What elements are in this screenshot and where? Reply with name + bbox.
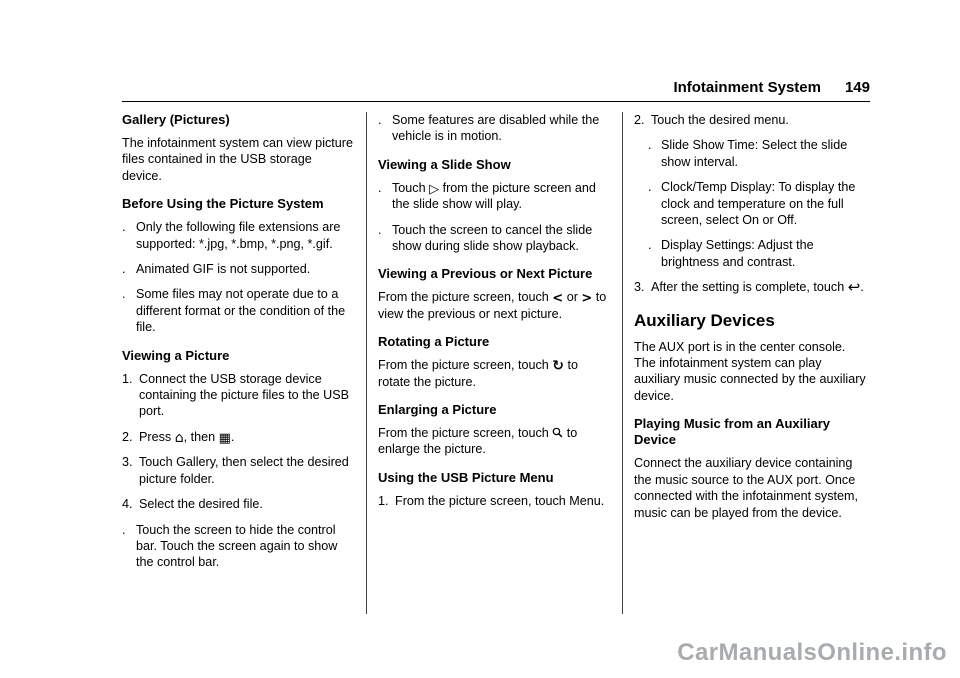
content-columns: [122, 112, 870, 614]
text-segment: From the picture screen, touch: [378, 358, 553, 373]
text-segment: Press: [139, 429, 175, 444]
column-left: [122, 112, 355, 614]
heading-before-using-picture-system: Before Using the Picture System: [122, 196, 324, 212]
bullet-text: Touch the screen to hide the control bar. Touch the screen again to show the control bar.: [136, 522, 338, 570]
bullet-marker: .: [648, 238, 652, 253]
numbered-item-press-home: [122, 429, 355, 445]
header-title: Infotainment System: [673, 79, 821, 96]
para-enlarge: [378, 425, 611, 458]
column-middle: [378, 112, 611, 614]
next-icon: >: [581, 291, 593, 307]
text-segment: from the picture screen and the slide show will play.: [392, 180, 596, 212]
numbered-item-touch-gallery: [122, 454, 355, 487]
text-segment: From the picture screen, touch: [378, 290, 553, 305]
text-segment: .: [230, 429, 235, 444]
heading-viewing-a-picture: Viewing a Picture: [122, 347, 230, 363]
bullet-text: Slide Show Time: Select the slide show interval.: [661, 138, 848, 169]
text-segment: From the picture screen, touch: [378, 426, 553, 441]
step-text: From the picture screen, touch Menu.: [395, 493, 605, 508]
column-right: [634, 112, 867, 614]
bullet-marker: .: [648, 180, 652, 195]
numbered-item-touch-desired-menu: [634, 112, 867, 128]
para-rotate: [378, 357, 611, 390]
bullet-item-extensions: [122, 219, 355, 252]
text-segment: .: [860, 280, 864, 295]
text-segment: or: [563, 290, 582, 305]
text-segment: to enlarge the picture.: [378, 426, 578, 457]
text-segment: Touch: [392, 180, 430, 195]
heading-viewing-slide-show: Viewing a Slide Show: [378, 156, 511, 172]
bullet-item-clock-temp-display: [648, 179, 867, 228]
bullet-marker: .: [122, 287, 126, 302]
text-segment: to rotate the picture.: [378, 358, 579, 389]
bullet-item-cancel-slideshow: [378, 222, 611, 255]
bullet-item-slide-show-time: [648, 137, 867, 170]
bullet-text: [392, 180, 611, 213]
step-number: 3.: [634, 280, 645, 295]
para-playing-music: Connect the auxiliary device containing the music source to the AUX port. Once connected with the infotainment system, music can be played from the device.: [634, 456, 859, 520]
column-divider-right: [622, 112, 623, 614]
bullet-marker: .: [378, 180, 382, 195]
numbered-item-select-file: [122, 496, 355, 512]
bullet-text: Clock/Temp Display: To display the clock and temperature on the full screen, select On or Off.: [661, 180, 856, 228]
para-gallery-intro: The infotainment system can view picture files contained in the USB storage device.: [122, 136, 353, 183]
heading-gallery-pictures: Gallery (Pictures): [122, 112, 230, 127]
heading-playing-music-aux: Playing Music from an Auxiliary Device: [634, 416, 831, 448]
step-text: Select the desired file.: [139, 497, 263, 512]
bullet-item-slideshow-play: [378, 180, 611, 213]
step-text: [651, 279, 867, 295]
bullet-text: Only the following file extensions are supported: *.jpg, *.bmp, *.png, *.gif.: [136, 220, 341, 251]
rotate-icon: ↻: [552, 358, 565, 375]
bullet-item-display-settings: [648, 237, 867, 270]
heading-previous-next-picture: Viewing a Previous or Next Picture: [378, 266, 593, 282]
step-text: Touch Gallery, then select the desired picture folder.: [139, 455, 349, 486]
home-icon: ⌂: [174, 429, 184, 446]
bullet-text: Animated GIF is not supported.: [136, 262, 311, 277]
bullet-text: Some files may not operate due to a different format or the condition of the file.: [136, 287, 346, 335]
step-text: Connect the USB storage device containing the picture files to the USB port.: [139, 371, 350, 419]
step-text: [139, 429, 355, 445]
column-divider-left: [366, 112, 367, 614]
header-rule: [122, 101, 870, 102]
text-segment: to view the previous or next picture.: [378, 290, 607, 321]
bullet-text: Some features are disabled while the vehicle is in motion.: [392, 113, 600, 144]
step-number: 1.: [378, 493, 389, 508]
text-segment: After the setting is complete, touch: [651, 280, 848, 295]
page-header: [122, 79, 870, 96]
step-text: Touch the desired menu.: [651, 113, 789, 127]
bullet-item-features-disabled: [378, 112, 611, 145]
bullet-marker: .: [122, 220, 126, 235]
back-icon: ↩: [847, 278, 861, 297]
para-previous-next: [378, 289, 611, 322]
step-number: 4.: [122, 497, 133, 512]
slideshow-icon: ▷: [429, 181, 440, 197]
bullet-marker: .: [122, 522, 126, 537]
bullet-text: Touch the screen to cancel the slide show during slide show playback.: [392, 222, 593, 254]
heading-auxiliary-devices: Auxiliary Devices: [634, 310, 775, 330]
step-number: 2.: [634, 113, 645, 127]
bullet-marker: .: [648, 138, 652, 153]
bullet-item-animated-gif: [122, 261, 355, 277]
numbered-item-touch-menu: [378, 493, 611, 509]
step-number: 3.: [122, 455, 133, 470]
para-aux-intro: The AUX port is in the center console. The infotainment system can play auxiliary music connected by the auxiliary device.: [634, 339, 866, 403]
bullet-item-file-condition: [122, 286, 355, 335]
bullet-text: Display Settings: Adjust the brightness and contrast.: [661, 238, 814, 269]
bullet-marker: .: [122, 262, 126, 277]
text-segment: , then: [183, 429, 219, 444]
step-number: 1.: [122, 371, 133, 386]
numbered-item-setting-complete: [634, 279, 867, 295]
step-number: 2.: [122, 429, 133, 444]
heading-usb-picture-menu: Using the USB Picture Menu: [378, 469, 554, 485]
previous-icon: <: [552, 291, 564, 307]
bullet-item-hide-control-bar: [122, 522, 355, 571]
heading-rotating-picture: Rotating a Picture: [378, 334, 490, 350]
magnifier-icon: [552, 427, 563, 441]
numbered-item-connect-usb: [122, 371, 355, 420]
watermark: CarManualsOnline.info: [677, 639, 947, 666]
bullet-marker: .: [378, 113, 382, 127]
heading-enlarging-picture: Enlarging a Picture: [378, 402, 497, 418]
photos-app-icon: ▦: [218, 430, 231, 446]
bullet-marker: .: [378, 222, 382, 237]
page-number: 149: [844, 79, 870, 96]
